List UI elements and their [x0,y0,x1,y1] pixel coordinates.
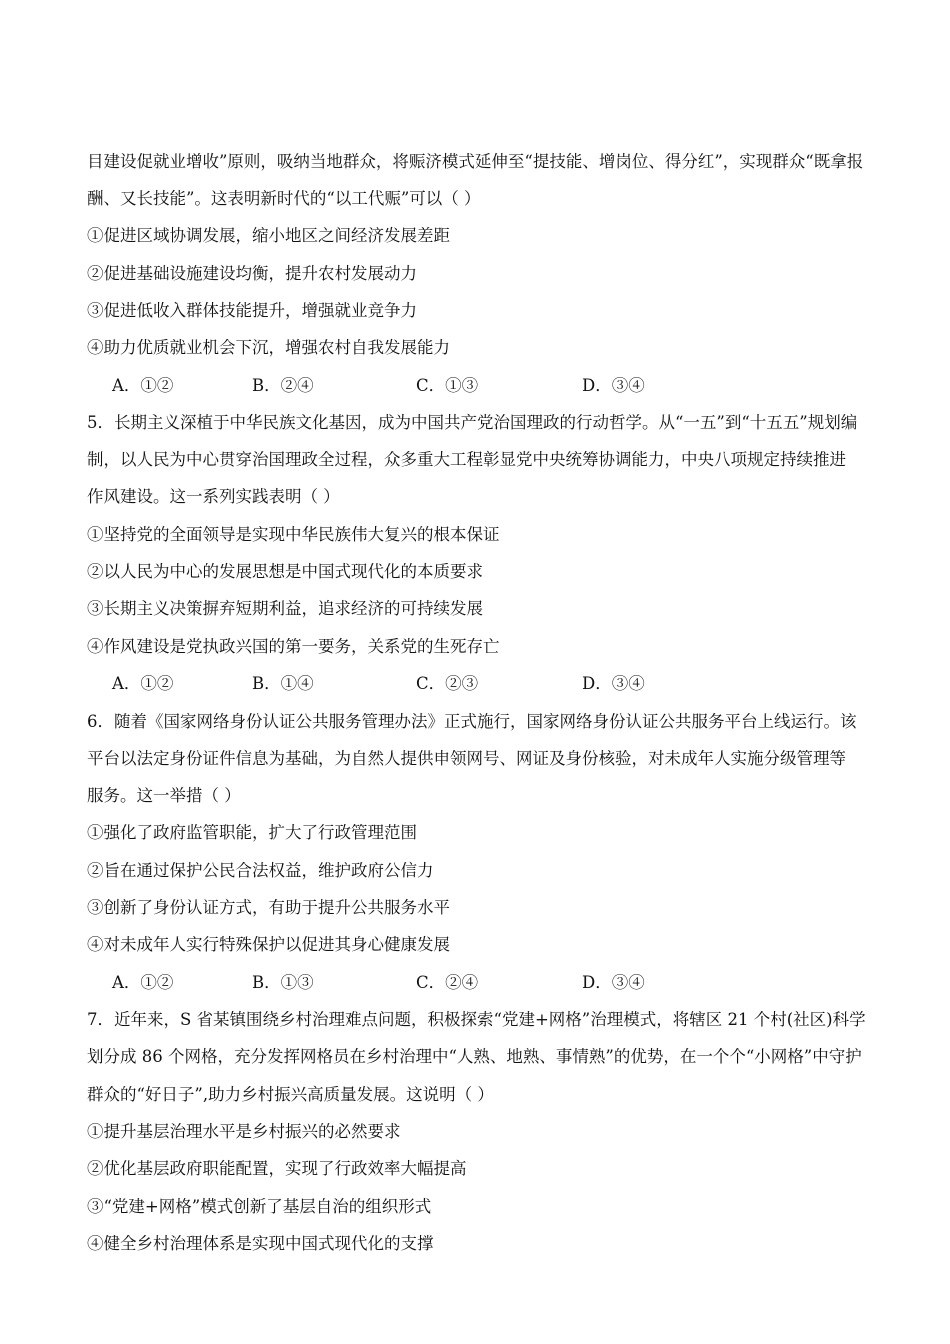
question-6-statement-1: ①强化了政府监管职能，扩大了行政管理范围 [87,823,417,842]
question-4-statement-3: ③促进低收入群体技能提升，增强就业竞争力 [87,301,417,320]
question-5-option-c[interactable]: C．②③ [416,674,479,693]
question-5-statement-3: ③长期主义决策摒弃短期利益，追求经济的可持续发展 [87,599,483,618]
question-7-statement-3: ③“党建+网格”模式创新了基层自治的组织形式 [87,1197,432,1216]
question-4-option-d[interactable]: D．③④ [582,376,645,395]
question-6-stem-line: 服务。这一举措（ ） [87,786,241,805]
question-5-statement-2: ②以人民为中心的发展思想是中国式现代化的本质要求 [87,562,483,581]
question-4-statement-1: ①促进区域协调发展，缩小地区之间经济发展差距 [87,226,450,245]
question-6-option-d[interactable]: D．③④ [582,973,645,992]
question-5-option-a[interactable]: A．①② [112,674,174,693]
question-6-statement-3: ③创新了身份认证方式，有助于提升公共服务水平 [87,898,450,917]
question-7-statement-4: ④健全乡村治理体系是实现中国式现代化的支撑 [87,1234,434,1253]
question-4-statement-4: ④助力优质就业机会下沉，增强农村自我发展能力 [87,338,450,357]
question-6-option-a[interactable]: A．①② [112,973,174,992]
question-6-option-c[interactable]: C．②④ [416,973,479,992]
question-7-stem-line: 划分成 86 个网格，充分发挥网格员在乡村治理中“人熟、地熟、事情熟”的优势，在一个个“小网格”中守护 [87,1047,862,1066]
question-7-stem-line: 群众的“好日子”,助力乡村振兴高质量发展。这说明（ ） [87,1085,494,1104]
question-5-statement-4: ④作风建设是党执政兴国的第一要务，关系党的生死存亡 [87,637,500,656]
question-6-statement-2: ②旨在通过保护公民合法权益，维护政府公信力 [87,861,434,880]
question-5-stem-line: 作风建设。这一系列实践表明（ ） [87,487,340,506]
question-5-option-b[interactable]: B．①④ [252,674,314,693]
question-7-statement-1: ①提升基层治理水平是乡村振兴的必然要求 [87,1122,401,1141]
question-5-stem-line: 5．长期主义深植于中华民族文化基因，成为中国共产党治国理政的行动哲学。从“一五”到“十五五”规划编 [87,413,858,432]
question-4-option-c[interactable]: C．①③ [416,376,479,395]
question-6-option-b[interactable]: B．①③ [252,973,314,992]
question-7-statement-2: ②优化基层政府职能配置，实现了行政效率大幅提高 [87,1159,467,1178]
question-4-option-a[interactable]: A．①② [112,376,174,395]
question-4-stem-line: 目建设促就业增收”原则，吸纳当地群众，将赈济模式延伸至“提技能、增岗位、得分红”，实现群众“既拿报 [87,152,864,171]
question-6-stem-line: 6．随着《国家网络身份认证公共服务管理办法》正式施行，国家网络身份认证公共服务平台上线运行。该 [87,712,857,731]
question-5-option-d[interactable]: D．③④ [582,674,645,693]
question-4-statement-2: ②促进基础设施建设均衡，提升农村发展动力 [87,264,417,283]
question-5-stem-line: 制，以人民为中心贯穿治国理政全过程，众多重大工程彰显党中央统筹协调能力，中央八项规定持续推进 [87,450,846,469]
question-6-statement-4: ④对未成年人实行特殊保护以促进其身心健康发展 [87,935,450,954]
question-4-option-b[interactable]: B．②④ [252,376,314,395]
question-7-stem-line: 7．近年来，S 省某镇围绕乡村治理难点问题，积极探索“党建+网格”治理模式，将辖区 21 个村(社区)科学 [87,1010,866,1029]
question-5-statement-1: ①坚持党的全面领导是实现中华民族伟大复兴的根本保证 [87,525,500,544]
question-6-stem-line: 平台以法定身份证件信息为基础，为自然人提供申领网号、网证及身份核验，对未成年人实施分级管理等 [87,749,846,768]
question-4-stem-line: 酬、又长技能”。这表明新时代的“以工代赈”可以（ ） [87,189,481,208]
